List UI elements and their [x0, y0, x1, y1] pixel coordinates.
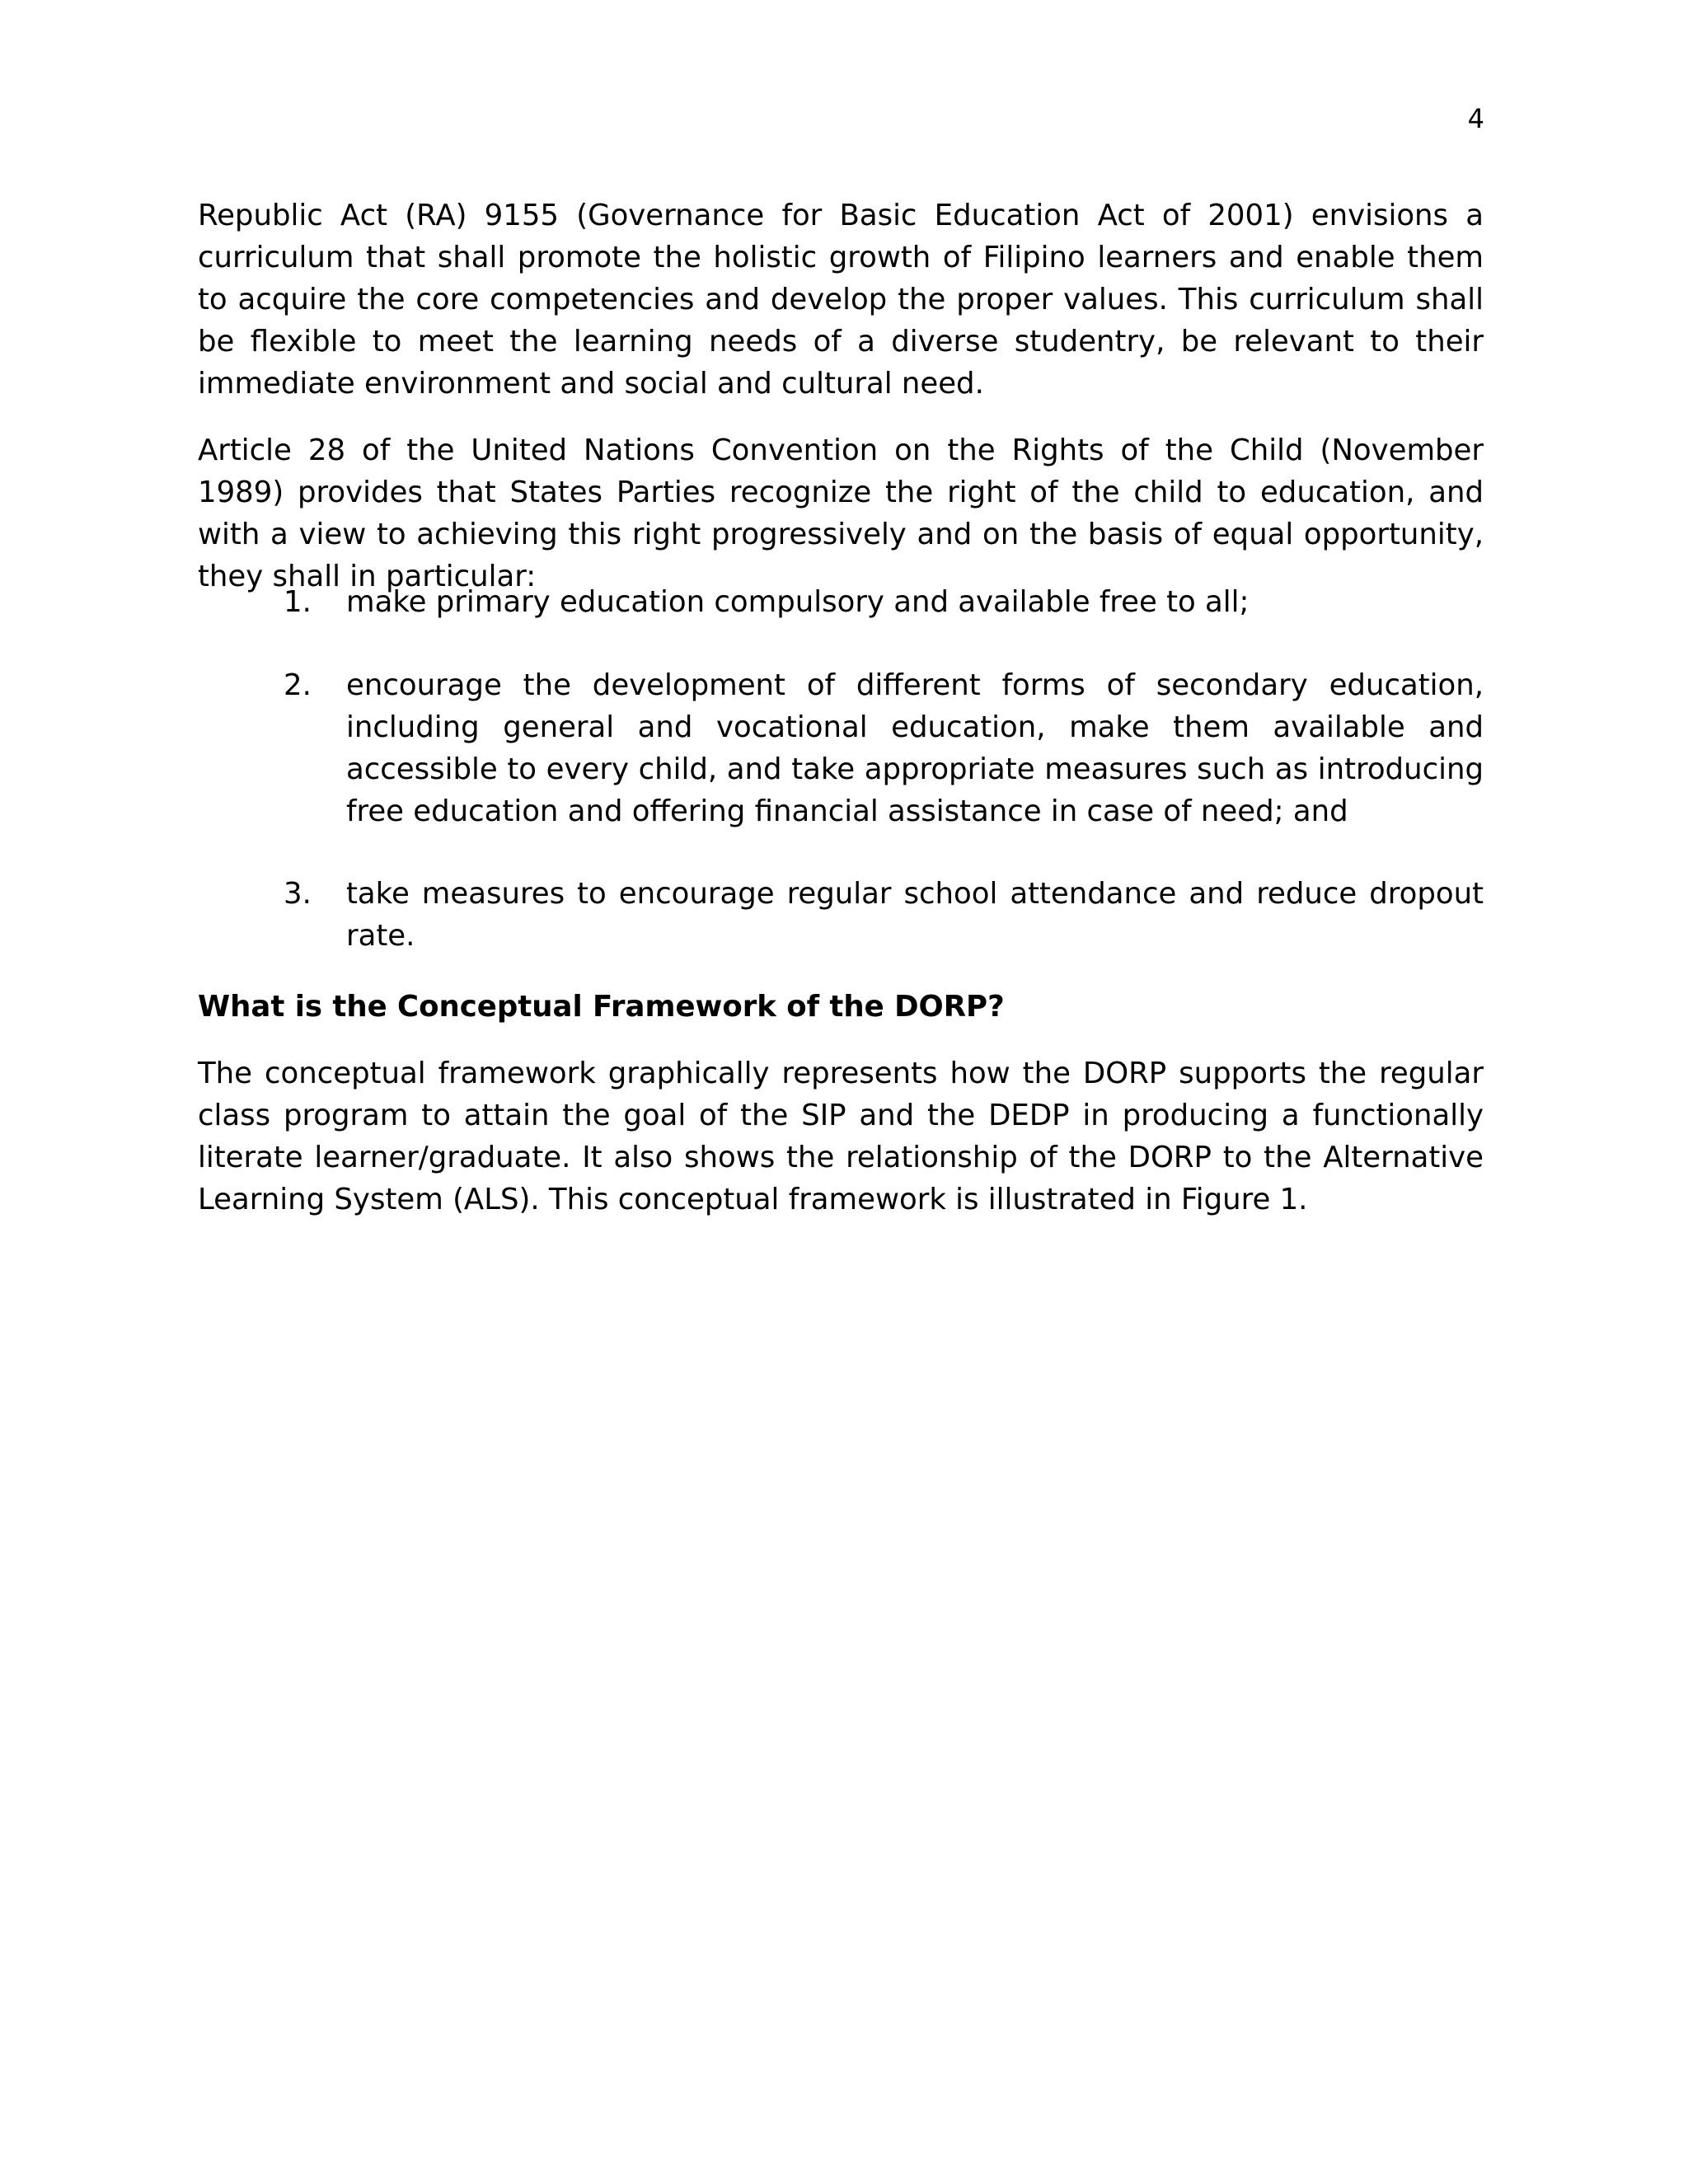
list-item-number: 3.	[284, 877, 312, 911]
paragraph-article28: Article 28 of the United Nations Convention on the Rights of the Child (November 1989) provides that States Parties recognize the right of the child to education, and with a view to achieving this right progressively and on the basis of equal opportunity, they shall in particular:	[198, 434, 1484, 593]
list-item-text: take measures to encourage regular school attendance and reduce dropout rate.	[346, 877, 1484, 953]
list-item	[284, 581, 1484, 623]
list-item-number: 1.	[284, 585, 312, 619]
list-item-text: make primary education compulsory and available free to all;	[346, 585, 1250, 619]
list-item	[284, 873, 1484, 957]
list-item-number: 2.	[284, 668, 312, 702]
paragraph-ra9155: Republic Act (RA) 9155 (Governance for Basic Education Act of 2001) envisions a curriculum that shall promote the holistic growth of Filipino learners and enable them to acquire the core competencies and develop the proper values. This curriculum shall be flexible to meet the learning needs of a diverse studentry, be relevant to their immediate environment and social and cultural need.	[198, 199, 1484, 401]
paragraph-framework: The conceptual framework graphically represents how the DORP supports the regular class program to attain the goal of the SIP and the DEDP in producing a functionally literate learner/graduate. It also shows the relationship of the DORP to the Alternative Learning System (ALS). This conceptual framework is illustrated in Figure 1.	[198, 1057, 1484, 1216]
list-item-text: encourage the development of different forms of secondary education, including general and vocational education, make them available and accessible to every child, and take appropriate measures such as introducing free education and offering financial assistance in case of need; and	[346, 668, 1484, 828]
page-number: 4	[1467, 103, 1484, 134]
list-item	[284, 664, 1484, 832]
section-heading: What is the Conceptual Framework of the DORP?	[198, 990, 1005, 1024]
